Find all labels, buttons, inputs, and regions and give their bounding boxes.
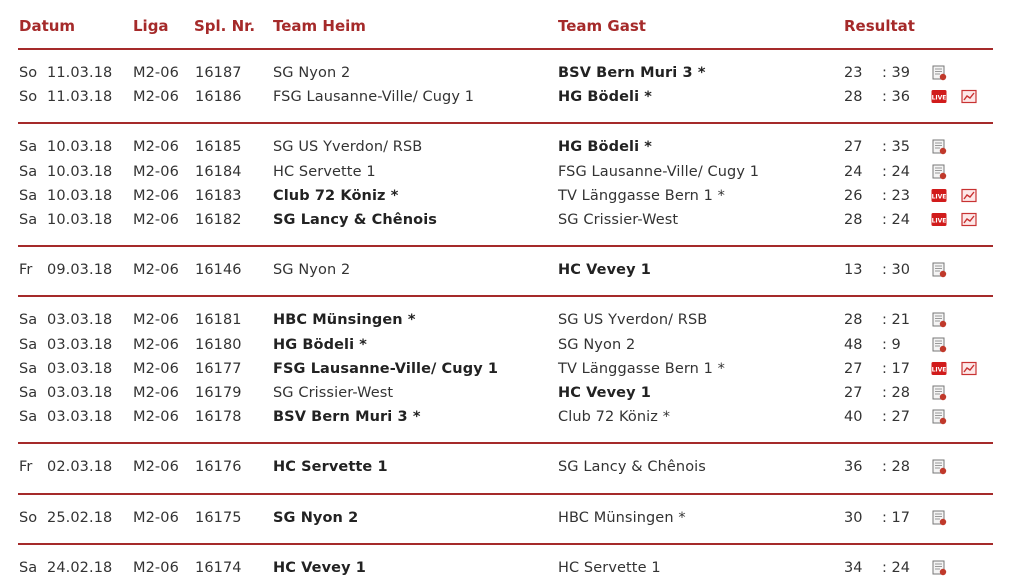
group-divider	[18, 122, 993, 124]
score-guest: : 23	[882, 187, 910, 204]
table-header	[0, 0, 1025, 50]
group-divider	[18, 295, 993, 297]
game-league: M2-06	[133, 509, 179, 526]
score-home: 30	[844, 509, 863, 526]
home-team[interactable]: SG Nyon 2	[273, 262, 351, 279]
guest-team[interactable]: HC Vevey 1	[558, 262, 651, 279]
game-date: 24.02.18	[47, 559, 113, 576]
home-team[interactable]: HC Servette 1	[273, 459, 388, 476]
game-number: 16184	[195, 163, 242, 180]
score-guest: : 24	[882, 212, 910, 228]
table-row	[0, 407, 1025, 429]
group-divider	[18, 245, 993, 247]
guest-team[interactable]: FSG Lausanne-Ville/ Cugy 1	[558, 163, 760, 180]
guest-team[interactable]: HBC Münsingen *	[558, 509, 686, 526]
game-league: M2-06	[133, 187, 179, 204]
score-guest: : 28	[882, 459, 910, 476]
game-date: 03.03.18	[47, 360, 113, 377]
game-league: M2-06	[133, 459, 179, 476]
stats-chart-icon[interactable]	[961, 89, 977, 105]
score-guest: : 28	[882, 385, 910, 401]
game-day: So	[19, 65, 38, 81]
header-game-nr[interactable]: Spl. Nr.	[194, 17, 256, 35]
header-liga[interactable]: Liga	[133, 17, 169, 35]
game-league: M2-06	[133, 360, 179, 377]
guest-team[interactable]: Club 72 Köniz *	[558, 409, 671, 426]
live-icon[interactable]	[931, 212, 947, 228]
home-team[interactable]: SG Lancy & Chênois	[273, 212, 438, 228]
score-home: 48	[844, 336, 863, 353]
home-team[interactable]: HBC Münsingen *	[273, 312, 416, 329]
game-day: Sa	[19, 163, 38, 180]
game-league: M2-06	[133, 139, 179, 156]
live-icon[interactable]	[931, 361, 947, 377]
home-team[interactable]: SG Crissier-West	[273, 385, 394, 401]
guest-team[interactable]: SG Crissier-West	[558, 212, 679, 228]
game-number: 16183	[195, 187, 242, 204]
score-home: 27	[844, 360, 863, 377]
score-home: 23	[844, 65, 863, 81]
table-row	[0, 186, 1025, 208]
guest-team[interactable]: SG Lancy & Chênois	[558, 459, 706, 476]
report-icon[interactable]	[931, 164, 947, 180]
game-day: Sa	[19, 559, 38, 576]
score-guest: : 39	[882, 65, 910, 81]
table-row	[0, 137, 1025, 159]
game-number: 16146	[195, 262, 242, 279]
stats-chart-icon[interactable]	[961, 361, 977, 377]
score-home: 34	[844, 559, 863, 576]
game-number: 16177	[195, 360, 242, 377]
score-home: 27	[844, 385, 863, 401]
game-number: 16186	[195, 89, 242, 106]
game-date: 10.03.18	[47, 163, 113, 180]
live-icon[interactable]	[931, 89, 947, 105]
table-row	[0, 383, 1025, 405]
game-number: 16176	[195, 459, 242, 476]
home-team[interactable]: HG Bödeli *	[273, 336, 367, 353]
score-home: 36	[844, 459, 863, 476]
home-team[interactable]: SG Nyon 2	[273, 65, 351, 81]
game-date: 03.03.18	[47, 336, 113, 353]
group-divider	[18, 493, 993, 495]
game-day: Sa	[19, 212, 38, 228]
score-guest: : 24	[882, 559, 910, 576]
score-guest: : 17	[882, 360, 910, 377]
stats-chart-icon[interactable]	[961, 212, 977, 228]
game-number: 16175	[195, 509, 242, 526]
score-guest: : 36	[882, 89, 910, 106]
game-number: 16182	[195, 212, 242, 228]
game-day: Sa	[19, 187, 38, 204]
live-icon[interactable]	[931, 188, 947, 204]
table-row	[0, 508, 1025, 530]
header-date[interactable]: Datum	[19, 17, 76, 35]
game-day: Sa	[19, 336, 38, 353]
table-row	[0, 260, 1025, 282]
game-league: M2-06	[133, 89, 179, 106]
game-number: 16178	[195, 409, 242, 426]
report-icon[interactable]	[931, 560, 947, 576]
header-home-team[interactable]: Team Heim	[273, 17, 366, 35]
game-date: 25.02.18	[47, 509, 113, 526]
group-divider	[18, 48, 993, 50]
table-row	[0, 457, 1025, 479]
guest-team[interactable]: SG US Yverdon/ RSB	[558, 312, 708, 329]
score-guest: : 27	[882, 409, 910, 426]
game-day: Sa	[19, 385, 38, 401]
game-league: M2-06	[133, 212, 179, 228]
table-row	[0, 63, 1025, 85]
game-league: M2-06	[133, 262, 179, 279]
report-icon[interactable]	[931, 312, 947, 328]
game-league: M2-06	[133, 559, 179, 576]
table-row	[0, 335, 1025, 357]
score-guest: : 30	[882, 262, 910, 279]
guest-team[interactable]: HC Vevey 1	[558, 385, 651, 401]
home-team[interactable]: HC Servette 1	[273, 163, 376, 180]
report-icon[interactable]	[931, 409, 947, 425]
guest-team[interactable]: HG Bödeli *	[558, 89, 652, 106]
guest-team[interactable]: SG Nyon 2	[558, 336, 636, 353]
score-home: 24	[844, 163, 863, 180]
game-date: 10.03.18	[47, 187, 113, 204]
report-icon[interactable]	[931, 510, 947, 526]
report-icon[interactable]	[931, 385, 947, 401]
table-row	[0, 359, 1025, 381]
header-guest-team[interactable]: Team Gast	[558, 17, 646, 35]
score-home: 13	[844, 262, 863, 279]
game-number: 16174	[195, 559, 242, 576]
score-guest: : 9	[882, 336, 901, 353]
game-date: 03.03.18	[47, 409, 113, 426]
guest-team[interactable]: HG Bödeli *	[558, 139, 652, 156]
game-day: So	[19, 89, 38, 106]
game-date: 11.03.18	[47, 65, 113, 81]
score-home: 40	[844, 409, 863, 426]
report-icon[interactable]	[931, 65, 947, 81]
game-day: Sa	[19, 312, 38, 329]
score-home: 28	[844, 312, 863, 329]
game-date: 03.03.18	[47, 385, 113, 401]
guest-team[interactable]: TV Länggasse Bern 1 *	[558, 187, 726, 204]
game-day: Sa	[19, 139, 38, 156]
report-icon[interactable]	[931, 459, 947, 475]
game-league: M2-06	[133, 336, 179, 353]
home-team[interactable]: SG Nyon 2	[273, 509, 359, 526]
guest-team[interactable]: HC Servette 1	[558, 559, 661, 576]
score-guest: : 17	[882, 509, 910, 526]
score-home: 28	[844, 212, 863, 228]
game-day: Sa	[19, 409, 38, 426]
home-team[interactable]: FSG Lausanne-Ville/ Cugy 1	[273, 89, 475, 106]
table-row	[0, 87, 1025, 109]
table-row	[0, 162, 1025, 184]
game-league: M2-06	[133, 65, 179, 81]
home-team[interactable]: SG US Yverdon/ RSB	[273, 139, 423, 156]
game-date: 11.03.18	[47, 89, 113, 106]
header-result[interactable]: Resultat	[844, 17, 915, 35]
score-guest: : 24	[882, 163, 910, 180]
home-team[interactable]: Club 72 Köniz *	[273, 187, 399, 204]
game-date: 03.03.18	[47, 312, 113, 329]
game-number: 16187	[195, 65, 242, 81]
game-league: M2-06	[133, 163, 179, 180]
game-day: Fr	[19, 459, 33, 476]
game-day: Fr	[19, 262, 33, 279]
score-home: 27	[844, 139, 863, 156]
group-divider	[18, 543, 993, 545]
game-number: 16180	[195, 336, 242, 353]
game-league: M2-06	[133, 409, 179, 426]
game-date: 02.03.18	[47, 459, 113, 476]
game-number: 16179	[195, 385, 242, 401]
game-day: So	[19, 509, 38, 526]
stats-chart-icon[interactable]	[961, 188, 977, 204]
game-date: 09.03.18	[47, 262, 113, 279]
game-number: 16185	[195, 139, 242, 156]
game-date: 10.03.18	[47, 212, 113, 228]
group-divider	[18, 442, 993, 444]
table-row	[0, 558, 1025, 580]
game-number: 16181	[195, 312, 242, 329]
guest-team[interactable]: BSV Bern Muri 3 *	[558, 65, 706, 81]
game-league: M2-06	[133, 312, 179, 329]
table-row	[0, 310, 1025, 332]
home-team[interactable]: BSV Bern Muri 3 *	[273, 409, 421, 426]
score-home: 28	[844, 89, 863, 106]
home-team[interactable]: HC Vevey 1	[273, 559, 366, 576]
game-league: M2-06	[133, 385, 179, 401]
table-row	[0, 210, 1025, 232]
game-date: 10.03.18	[47, 139, 113, 156]
score-guest: : 35	[882, 139, 910, 156]
report-icon[interactable]	[931, 139, 947, 155]
home-team[interactable]: FSG Lausanne-Ville/ Cugy 1	[273, 360, 499, 377]
game-day: Sa	[19, 360, 38, 377]
report-icon[interactable]	[931, 262, 947, 278]
score-home: 26	[844, 187, 863, 204]
guest-team[interactable]: TV Länggasse Bern 1 *	[558, 360, 726, 377]
report-icon[interactable]	[931, 337, 947, 353]
score-guest: : 21	[882, 312, 910, 329]
